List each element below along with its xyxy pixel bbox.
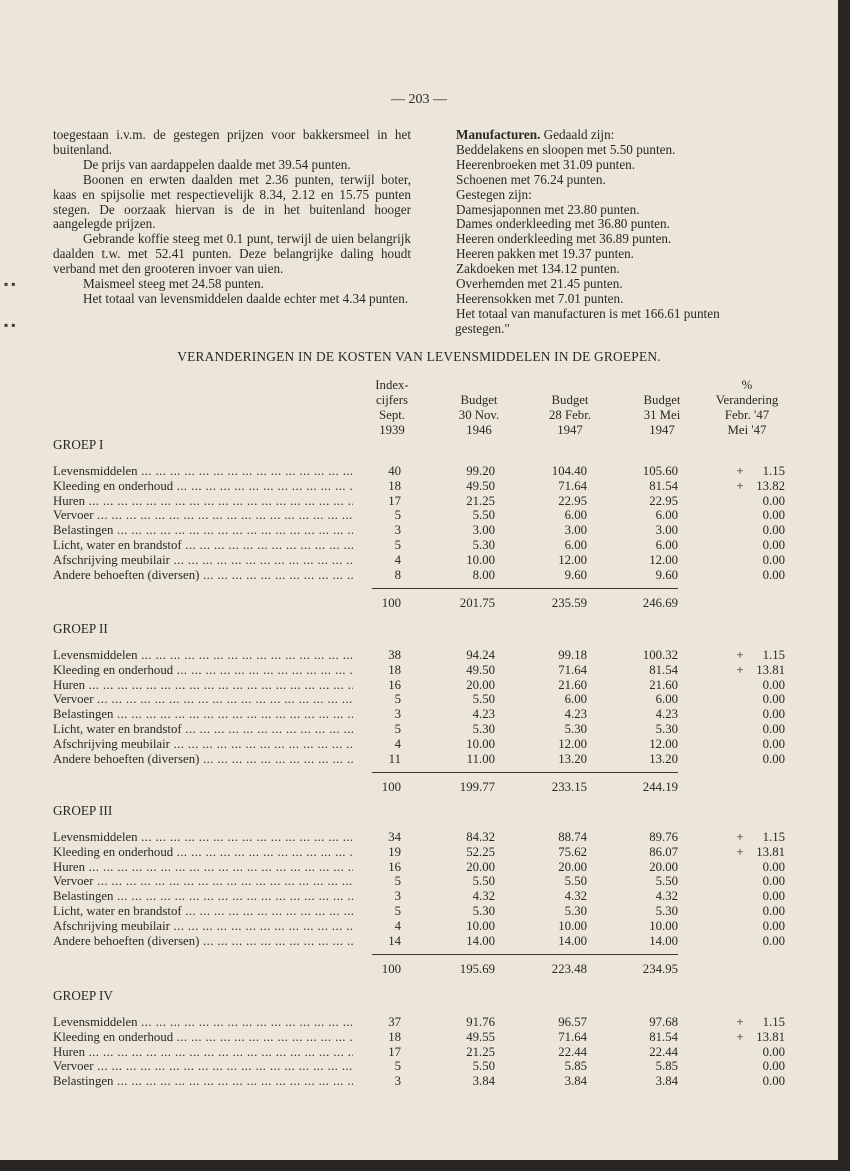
row-label: Huren ... . — [53, 678, 365, 693]
budget-feb47-value: 22.44 — [558, 1044, 587, 1059]
table-row — [53, 919, 793, 934]
header-line: 1947 — [649, 423, 675, 437]
budget-nov46-value: 49.50 — [466, 478, 495, 493]
manufacturen-line: Heeren onderkleeding met 36.89 punten. — [456, 231, 672, 247]
total-mei47: 244.19 — [642, 779, 678, 794]
index-value: 4 — [353, 737, 401, 752]
budget-feb47-value: 96.57 — [558, 1015, 587, 1029]
change-percent-value: 1.15 — [762, 464, 785, 478]
row-label: Afschrijving meubilair ... . — [53, 919, 365, 934]
budget-feb47-value: 4.32 — [564, 889, 587, 904]
right-column — [456, 128, 786, 337]
change-percent-value: 0.00 — [762, 677, 785, 692]
table-row — [53, 479, 793, 494]
budget-nov46-value: 99.20 — [466, 464, 495, 478]
budget-feb47-value: 75.62 — [558, 844, 587, 859]
group-heading: GROEP IV — [53, 988, 113, 1003]
row-label: Levensmiddelen ... . — [53, 464, 365, 479]
closing-line-2: gestegen." — [455, 320, 510, 336]
budget-feb47-value: 3.84 — [564, 1074, 587, 1089]
budget-mei47-value: 13.20 — [649, 751, 678, 766]
header-budget-mei1947 — [629, 393, 695, 438]
budget-mei47-value: 6.00 — [655, 692, 678, 707]
total-row — [53, 962, 793, 977]
index-value: 17 — [353, 494, 401, 509]
table-row — [53, 692, 793, 707]
header-line: 31 Mei — [643, 408, 681, 422]
budget-nov46-value: 10.00 — [466, 736, 495, 751]
row-label: Vervoer ... . — [53, 874, 365, 889]
table-row — [53, 1045, 793, 1060]
header-line: Sept. — [379, 408, 405, 422]
total-rule — [372, 588, 678, 589]
manufacturen-line: Damesjaponnen met 23.80 punten. — [456, 201, 640, 217]
index-value: 5 — [353, 722, 401, 737]
index-value: 3 — [353, 707, 401, 722]
change-percent-value: 0.00 — [762, 722, 785, 736]
index-value: 3 — [353, 523, 401, 538]
total-feb47: 235.59 — [551, 595, 587, 610]
budget-mei47-value: 9.60 — [655, 567, 678, 582]
budget-mei47-value: 81.54 — [649, 478, 678, 493]
manufacturen-line: Dames onderkleeding met 36.80 punten. — [456, 216, 670, 232]
row-label: Levensmiddelen ... . — [53, 830, 365, 845]
total-nov46: 195.69 — [459, 961, 495, 976]
change-sign: + — [736, 1015, 744, 1029]
budget-nov46-value: 10.00 — [466, 918, 495, 933]
change-percent-value: 0.00 — [762, 889, 785, 904]
change-percent-value: 0.00 — [762, 1074, 785, 1089]
change-percent-value: 0.00 — [762, 874, 785, 889]
budget-feb47-value: 71.64 — [558, 478, 587, 493]
change-percent-value: 0.00 — [762, 1044, 785, 1059]
header-line: % — [741, 378, 753, 392]
table-row — [53, 889, 793, 904]
index-value: 5 — [353, 508, 401, 523]
row-label: Andere behoeften (diversen) ... . — [53, 568, 365, 583]
budget-feb47-value: 5.30 — [564, 904, 587, 918]
budget-nov46-value: 49.50 — [466, 662, 495, 677]
table-row — [53, 904, 793, 919]
budget-mei47-value: 6.00 — [655, 508, 678, 523]
total-nov46: 199.77 — [459, 779, 495, 794]
header-line: cijfers — [376, 393, 408, 407]
change-percent-value: 0.00 — [762, 692, 785, 707]
budget-feb47-value: 5.85 — [564, 1059, 587, 1074]
change-percent-value: 1.15 — [762, 830, 785, 844]
closing-text: Het totaal van manufacturen is met 166.61 punten — [456, 305, 720, 321]
table-row — [53, 1074, 793, 1089]
table-row — [53, 845, 793, 860]
budget-nov46-value: 21.25 — [466, 493, 495, 508]
total-feb47: 223.48 — [551, 961, 587, 976]
index-value: 37 — [353, 1015, 401, 1030]
budget-nov46-value: 3.84 — [472, 1074, 495, 1089]
index-value: 19 — [353, 845, 401, 860]
budget-nov46-value: 11.00 — [466, 751, 495, 766]
row-label: Belastingen ... . — [53, 707, 365, 722]
table-row — [53, 934, 793, 949]
index-value: 8 — [353, 568, 401, 583]
header-line: Budget — [460, 393, 498, 407]
header-index — [362, 378, 422, 438]
row-label: Belastingen ... . — [53, 1074, 365, 1089]
budget-mei47-value: 6.00 — [655, 538, 678, 552]
table-row — [53, 494, 793, 509]
manufacturen-line: Gestegen zijn: — [456, 186, 532, 202]
change-percent-value: 0.00 — [762, 707, 785, 722]
group-heading: GROEP III — [53, 803, 113, 818]
table-row — [53, 1015, 793, 1030]
index-value: 18 — [353, 1030, 401, 1045]
budget-mei47-value: 5.50 — [655, 874, 678, 889]
row-label: Andere behoeften (diversen) ... . — [53, 934, 365, 949]
total-row — [53, 780, 793, 795]
budget-nov46-value: 84.32 — [466, 830, 495, 844]
budget-nov46-value: 5.30 — [472, 538, 495, 552]
table-row — [53, 1059, 793, 1074]
budget-feb47-value: 104.40 — [551, 464, 587, 478]
budget-nov46-value: 5.50 — [472, 692, 495, 707]
row-label: Afschrijving meubilair ... . — [53, 553, 365, 568]
budget-feb47-value: 13.20 — [558, 751, 587, 766]
index-value: 5 — [353, 904, 401, 919]
budget-mei47-value: 20.00 — [649, 859, 678, 874]
total-index: 100 — [353, 962, 401, 977]
budget-mei47-value: 4.23 — [655, 707, 678, 722]
section-heading-line — [456, 128, 786, 143]
budget-nov46-value: 5.50 — [472, 1059, 495, 1074]
change-sign: + — [736, 648, 744, 662]
change-percent-value: 0.00 — [762, 918, 785, 933]
index-value: 38 — [353, 648, 401, 663]
budget-feb47-value: 3.00 — [564, 523, 587, 538]
manufacturen-line: Schoenen met 76.24 punten. — [456, 171, 606, 187]
header-line: Verandering — [715, 393, 779, 407]
row-label: Levensmiddelen ... . — [53, 1015, 365, 1030]
table-row — [53, 860, 793, 875]
section-heading-rest: Gedaald zijn: — [540, 127, 615, 142]
budget-feb47-value: 12.00 — [558, 736, 587, 751]
header-line: 30 Nov. — [458, 408, 500, 422]
budget-mei47-value: 3.00 — [655, 523, 678, 538]
group-heading: GROEP II — [53, 621, 108, 636]
budget-feb47-value: 6.00 — [564, 538, 587, 552]
budget-nov46-value: 21.25 — [466, 1044, 495, 1059]
total-feb47: 233.15 — [551, 779, 587, 794]
table-row — [53, 553, 793, 568]
header-line: 28 Febr. — [549, 408, 591, 422]
budget-feb47-value: 5.50 — [564, 874, 587, 889]
index-value: 34 — [353, 830, 401, 845]
row-label: Vervoer ... . — [53, 692, 365, 707]
budget-nov46-value: 20.00 — [466, 677, 495, 692]
budget-mei47-value: 81.54 — [649, 1029, 678, 1044]
row-label: Kleeding en onderhoud ... . — [53, 845, 365, 860]
budget-feb47-value: 71.64 — [558, 1029, 587, 1044]
budget-nov46-value: 14.00 — [466, 933, 495, 948]
budget-mei47-value: 86.07 — [649, 844, 678, 859]
row-label: Afschrijving meubilair ... . — [53, 737, 365, 752]
budget-nov46-value: 91.76 — [466, 1015, 495, 1029]
budget-nov46-value: 4.23 — [472, 707, 495, 722]
index-value: 4 — [353, 919, 401, 934]
budget-mei47-value: 22.44 — [649, 1044, 678, 1059]
budget-nov46-value: 49.55 — [466, 1029, 495, 1044]
header-line: Budget — [551, 393, 589, 407]
change-percent-value: 0.00 — [762, 567, 785, 582]
budget-nov46-value: 3.00 — [472, 523, 495, 538]
index-value: 16 — [353, 860, 401, 875]
header-budget-feb1947 — [537, 393, 603, 438]
budget-feb47-value: 9.60 — [564, 567, 587, 582]
manufacturen-list — [456, 143, 786, 307]
table-row — [53, 678, 793, 693]
budget-feb47-value: 10.00 — [558, 918, 587, 933]
budget-nov46-value: 10.00 — [466, 552, 495, 567]
table-row — [53, 663, 793, 678]
budget-nov46-value: 5.50 — [472, 508, 495, 523]
budget-mei47-value: 81.54 — [649, 662, 678, 677]
paragraph: Gebrande koffie steeg met 0.1 punt, terwijl de uien belangrijk daalden t.w. met 52.41 punten. Deze belangrijke daling houdt verband met den grooteren invoer van uien. — [53, 231, 411, 277]
paragraph: Boonen en erwten daalden met 2.36 punten, terwijl boter, kaas en spijsolie met respectievelijk 8.34, 2.12 en 15.75 punten stegen. De oorzaak hiervan is de in het buitenland hooger aangelegde prijzen. — [53, 171, 411, 232]
budget-mei47-value: 89.76 — [649, 830, 678, 844]
change-percent-value: 1.15 — [762, 1015, 785, 1029]
table-row — [53, 648, 793, 663]
change-percent-value: 13.81 — [756, 1029, 785, 1044]
row-label: Kleeding en onderhoud ... . — [53, 479, 365, 494]
budget-nov46-value: 5.30 — [472, 904, 495, 918]
row-label: Huren ... . — [53, 860, 365, 875]
group-heading: GROEP I — [53, 437, 104, 452]
budget-feb47-value: 4.23 — [564, 707, 587, 722]
manufacturen-line: Overhemden met 21.45 punten. — [456, 276, 623, 292]
budget-feb47-value: 6.00 — [564, 692, 587, 707]
table-row — [53, 752, 793, 767]
change-percent-value: 13.81 — [756, 844, 785, 859]
change-sign: + — [736, 662, 744, 677]
row-label: Levensmiddelen ... . — [53, 648, 365, 663]
index-value: 40 — [353, 464, 401, 479]
budget-nov46-value: 5.50 — [472, 874, 495, 889]
budget-feb47-value: 20.00 — [558, 859, 587, 874]
budget-feb47-value: 12.00 — [558, 552, 587, 567]
manufacturen-line: Heerensokken met 7.01 punten. — [456, 290, 624, 306]
budget-mei47-value: 3.84 — [655, 1074, 678, 1089]
table-title: VERANDERINGEN IN DE KOSTEN VAN LEVENSMIDDELEN IN DE GROEPEN. — [177, 349, 661, 364]
change-percent-value: 0.00 — [762, 933, 785, 948]
budget-mei47-value: 10.00 — [649, 918, 678, 933]
budget-nov46-value: 5.30 — [472, 722, 495, 736]
row-label: Andere behoeften (diversen) ... . — [53, 752, 365, 767]
manufacturen-line: Heeren pakken met 19.37 punten. — [456, 246, 634, 262]
page-number: — 203 — — [391, 92, 447, 107]
header-budget-1946 — [446, 393, 512, 438]
row-label: Huren ... . — [53, 494, 365, 509]
total-mei47: 246.69 — [642, 595, 678, 610]
change-percent-value: 0.00 — [762, 493, 785, 508]
total-row — [53, 596, 793, 611]
change-percent-value: 1.15 — [762, 648, 785, 662]
row-label: Belastingen ... . — [53, 523, 365, 538]
change-percent-value: 13.81 — [756, 662, 785, 677]
scan-mark: ▪ ▪ — [4, 318, 16, 332]
header-line: Index- — [375, 378, 409, 392]
index-value: 11 — [353, 752, 401, 767]
change-percent-value: 0.00 — [762, 1059, 785, 1074]
total-rule — [372, 954, 678, 955]
index-value: 14 — [353, 934, 401, 949]
index-value: 5 — [353, 874, 401, 889]
change-percent-value: 0.00 — [762, 751, 785, 766]
budget-mei47-value: 97.68 — [649, 1015, 678, 1029]
total-index: 100 — [353, 596, 401, 611]
row-label: Licht, water en brandstof ... . — [53, 722, 365, 737]
header-line: 1947 — [557, 423, 583, 437]
table-row — [53, 1030, 793, 1045]
budget-feb47-value: 88.74 — [558, 830, 587, 844]
budget-mei47-value: 22.95 — [649, 493, 678, 508]
change-percent-value: 0.00 — [762, 552, 785, 567]
closing-line — [456, 307, 786, 322]
header-line: Febr. '47 — [724, 408, 770, 422]
change-percent-value: 0.00 — [762, 508, 785, 523]
total-mei47: 234.95 — [642, 961, 678, 976]
budget-mei47-value: 5.30 — [655, 722, 678, 736]
budget-mei47-value: 14.00 — [649, 933, 678, 948]
row-label: Vervoer ... . — [53, 508, 365, 523]
row-label: Belastingen ... . — [53, 889, 365, 904]
total-nov46: 201.75 — [459, 595, 495, 610]
table-row — [53, 737, 793, 752]
index-value: 18 — [353, 479, 401, 494]
budget-mei47-value: 12.00 — [649, 552, 678, 567]
paragraph: Maismeel steeg met 24.58 punten. — [83, 276, 264, 292]
change-sign: + — [736, 844, 744, 859]
row-label: Licht, water en brandstof ... . — [53, 904, 365, 919]
index-value: 3 — [353, 1074, 401, 1089]
header-verandering — [701, 378, 793, 438]
change-percent-value: 0.00 — [762, 859, 785, 874]
budget-feb47-value: 6.00 — [564, 508, 587, 523]
budget-mei47-value: 21.60 — [649, 677, 678, 692]
left-column — [53, 128, 411, 307]
change-sign: + — [736, 464, 744, 478]
change-sign: + — [736, 478, 744, 493]
table-row — [53, 830, 793, 845]
scan-mark: ▪ ▪ — [4, 277, 16, 291]
table-row — [53, 508, 793, 523]
index-value: 4 — [353, 553, 401, 568]
budget-mei47-value: 5.85 — [655, 1059, 678, 1074]
total-index: 100 — [353, 780, 401, 795]
budget-nov46-value: 8.00 — [472, 567, 495, 582]
change-sign: + — [736, 1029, 744, 1044]
budget-feb47-value: 22.95 — [558, 493, 587, 508]
budget-feb47-value: 21.60 — [558, 677, 587, 692]
change-percent-value: 0.00 — [762, 736, 785, 751]
budget-nov46-value: 20.00 — [466, 859, 495, 874]
paragraph: De prijs van aardappelen daalde met 39.54 punten. — [83, 156, 351, 172]
budget-feb47-value: 71.64 — [558, 662, 587, 677]
row-label: Huren ... . — [53, 1045, 365, 1060]
total-rule — [372, 772, 678, 773]
table-row — [53, 523, 793, 538]
index-value: 17 — [353, 1045, 401, 1060]
budget-mei47-value: 12.00 — [649, 736, 678, 751]
index-value: 5 — [353, 692, 401, 707]
row-label: Licht, water en brandstof ... . — [53, 538, 365, 553]
budget-mei47-value: 4.32 — [655, 889, 678, 904]
header-line: 1946 — [466, 423, 492, 437]
section-heading: Manufacturen. — [456, 127, 541, 142]
budget-feb47-value: 5.30 — [564, 722, 587, 736]
index-value: 16 — [353, 678, 401, 693]
index-value: 18 — [353, 663, 401, 678]
index-value: 5 — [353, 1059, 401, 1074]
paragraph: toegestaan i.v.m. de gestegen prijzen voor bakkersmeel in het buitenland. — [53, 127, 411, 157]
row-label: Kleeding en onderhoud ... . — [53, 1030, 365, 1045]
budget-mei47-value: 105.60 — [642, 464, 678, 478]
row-label: Vervoer ... . — [53, 1059, 365, 1074]
table-row — [53, 538, 793, 553]
budget-feb47-value: 14.00 — [558, 933, 587, 948]
table-row — [53, 568, 793, 583]
manufacturen-line: Zakdoeken met 134.12 punten. — [456, 261, 620, 277]
header-line: Mei '47 — [727, 423, 767, 437]
change-percent-value: 0.00 — [762, 904, 785, 918]
manufacturen-line: Beddelakens en sloopen met 5.50 punten. — [456, 141, 676, 157]
table-row — [53, 874, 793, 889]
manufacturen-line: Heerenbroeken met 31.09 punten. — [456, 156, 636, 172]
index-value: 3 — [353, 889, 401, 904]
change-sign: + — [736, 830, 744, 844]
change-percent-value: 13.82 — [756, 478, 785, 493]
budget-nov46-value: 4.32 — [472, 889, 495, 904]
table-row — [53, 707, 793, 722]
table-row — [53, 464, 793, 479]
change-percent-value: 0.00 — [762, 538, 785, 552]
header-line: 1939 — [379, 423, 405, 437]
budget-mei47-value: 100.32 — [642, 648, 678, 662]
budget-nov46-value: 52.25 — [466, 844, 495, 859]
paragraph: Het totaal van levensmiddelen daalde echter met 4.34 punten. — [83, 290, 409, 306]
budget-feb47-value: 99.18 — [558, 648, 587, 662]
index-value: 5 — [353, 538, 401, 553]
header-line: Budget — [643, 393, 681, 407]
row-label: Kleeding en onderhoud ... . — [53, 663, 365, 678]
table-row — [53, 722, 793, 737]
change-percent-value: 0.00 — [762, 523, 785, 538]
budget-mei47-value: 5.30 — [655, 904, 678, 918]
budget-nov46-value: 94.24 — [466, 648, 495, 662]
